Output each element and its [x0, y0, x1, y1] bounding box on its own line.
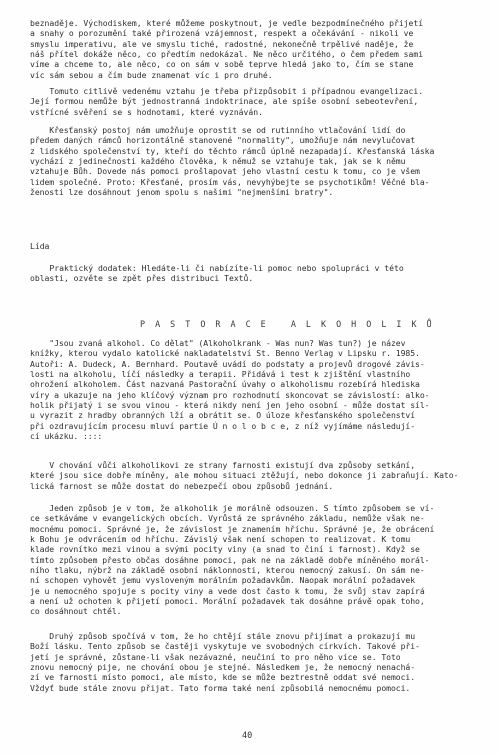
text-line: smyslu imperativu, ale ve smyslu tiché, radostné, nekonečně trpělivé naděje, že — [30, 38, 414, 49]
text-line: předem daných rámců horizontálně stanovené "normality", umožňuje nám nevylučovat — [30, 135, 416, 146]
text-line: Autoři: A. Dudeck, A. Bernhard. Poutavě uvádí do podstaty a projevů drogové závis- — [30, 358, 425, 369]
text-line: víc sám sebou a čím bude znamenat víc i pro druhé. — [30, 69, 273, 80]
text-line: Křesťanský postoj nám umožňuje oprostit se od rutinního vtlačování lidí do — [30, 125, 406, 135]
text-line: které jsou sice dobře míněny, ale mohou situaci ztěžují, nebo dokonce ji zabraňují. Kato- — [30, 470, 459, 481]
text-line: ohrožení alkoholem. Část nazvaná Pastorační úvahy o alkoholismu rozebírá hlediska — [30, 379, 420, 390]
text-line: V chování vůči alkoholikovi ze strany farnosti existují dva způsoby setkání, — [30, 460, 416, 470]
text-line: mocnému pomoci. Správné je, že závislost je znamením hříchu. Správné je, že obrácení — [30, 523, 435, 534]
text-line: víry a ukazuje na jeho klíčový význam pro rozhodnutí skoncovat se závislostí: alko- — [30, 389, 430, 400]
text-line: klade rovnítko mezi vinou a svými pocity viny (a snad to činí i farnost). Když se — [30, 544, 420, 555]
paragraph-7 — [30, 503, 470, 617]
text-line: a není už ochoten k přijetí pomoci. Morální požadavek tak dosáhne právě opak toho, — [30, 596, 425, 607]
text-line: co dosáhnout chtěl. — [30, 606, 122, 617]
text-line: "Jsou zvaná alkohol. Co dělat" (Alkoholkrank - Was nun? Was tun?) je název — [30, 338, 406, 348]
section-title: P A S T O R A C E A L K O H O L I K Ů — [140, 319, 435, 329]
text-line: při ozdravujícím procesu mluví partie Ú n o l o b c e, z níž vyjímáme následují- — [30, 420, 416, 431]
paragraph-8 — [30, 631, 470, 693]
paragraph-5 — [30, 338, 470, 441]
paragraph-3 — [30, 125, 470, 197]
text-line: lidem společné. Proto: Křesťané, prosím vás, nevyhýbejte se psychotikům! Věčné bla- — [30, 176, 430, 187]
text-line: vychází z jedinečnosti každého člověka, k němuž se vztahuje tak, jak se k němu — [30, 156, 406, 167]
text-line: cí ukázku. :::: — [30, 431, 103, 442]
text-line: ce setkáváme v evangelických obcích. Vyrůstá ze správného základu, nemůže však ne- — [30, 513, 425, 524]
text-line: tímto způsobem přesto občas dosáhne pomoci, pak ne na základě dobře míněného morál- — [30, 554, 430, 565]
text-line: Jeden způsob je v tom, že alkoholik je morálně odsouzen. S tímto způsobem se ví- — [30, 503, 435, 513]
text-line: vztahuje Bůh. Dovede nás pomoci prošlapovat jeho vlastní cestu k tomu, co je všem — [30, 166, 420, 177]
text-line: ní schopen vyhovět jemu vysloveným morálním požadavkům. Naopak morální požadavek — [30, 575, 416, 586]
text-line: ženosti lze dosáhnout jenom spolu s našimi "nejmenšími bratry". — [30, 187, 334, 198]
text-line: víme a chceme to, ale něco, co on sám v sobě teprve hledá jako to, čím se stane — [30, 59, 414, 70]
text-line: znovu nemocný pije, ne chování obou je stejné. Následkem je, že nemocný nenachá- — [30, 662, 416, 673]
text-line: Boží lásku. Tento způsob se častěji vyskytuje ve svobodných církvích. Takové při- — [30, 641, 420, 652]
text-line: Její formou nemůže být jednostranná indoktrinace, ale spíše osobní sebeotevření, — [30, 96, 419, 107]
text-line: a snahy o porozumění také přirozená vzájemnost, respekt a očekávání - nikoli ve — [30, 28, 414, 39]
text-line: losti na alkoholu, líčí následky a terapii. Přidává i test k zjištění vlastního — [30, 369, 411, 380]
paragraph-1 — [30, 18, 470, 80]
text-line: lická farnost se může dostat do nebezpečí obou způsobů jednání. — [30, 480, 334, 491]
text-line: Tomuto citlivě vedenému vztahu je třeba přizpůsobit i případnou evangelizaci. — [30, 86, 424, 96]
text-line: k Bohu je odvrácením od hříchu. Závislý však není schopen to realizovat. K tomu — [30, 534, 411, 545]
paragraph-4 — [30, 263, 470, 284]
text-line: beznaděje. Východiskem, které můžeme poskytnout, je vedle bezpodmínečného přijetí — [30, 18, 424, 28]
text-line: jetí je správné, zůstane-li však nezávazné, neučiní to pro něho více se. Toto — [30, 651, 401, 662]
text-line: knížky, kterou vydalo katolické nakladatelství St. Benno Verlag v Lipsku r. 1985. — [30, 348, 420, 359]
text-line: Vždyť bude stále znovu přijat. Tato forma také není způsobilá nemocnému pomoci. — [30, 682, 411, 693]
text-line: Druhý způsob spočívá v tom, že ho chtějí stále znovu přijímat a prokazují mu — [30, 631, 416, 641]
page-number: 40 — [242, 731, 253, 741]
text-line: holik přijatý i se svou vinou - která nikdy není jen jeho osobní - může dostat síl- — [30, 400, 430, 411]
text-line: ního tlaku, nýbrž na základě osobní náklonnosti, kterou nemocný zakusí. On sám ne- — [30, 565, 425, 576]
text-line: Praktický dodatek: Hledáte-li či nabízíte-li pomoc nebo spolupráci v této — [30, 263, 404, 273]
signature-line — [30, 241, 470, 251]
author-name: Lída — [30, 241, 50, 251]
text-line: u vyrazit z hradby obranných lží a obrátit se. O úloze křesťanského společenství — [30, 410, 416, 421]
text-line: vstřícné svěření se s hodnotami, které vyznáván. — [30, 106, 263, 117]
paragraph-2 — [30, 86, 470, 117]
text-line: z lidského společenství ty, kteří do těchto rámců úplně nezapadají. Křesťanská láska — [30, 145, 435, 156]
text-line: zí ve farnosti místo pomoci, ale místo, kde se může beztrestně oddat své nemoci. — [30, 672, 416, 683]
text-line: je u nemocného spojuje s pocity viny a vede dost často k tomu, že svůj stav zapírá — [30, 585, 425, 596]
paragraph-6 — [30, 460, 470, 491]
text-line: náš přítel dokáže něco, co předtím nedokázal. Ne něco určitého, o čem předem sami — [30, 49, 424, 60]
text-line: oblasti, ozvěte se zpět přes distribuci Textů. — [30, 273, 254, 284]
